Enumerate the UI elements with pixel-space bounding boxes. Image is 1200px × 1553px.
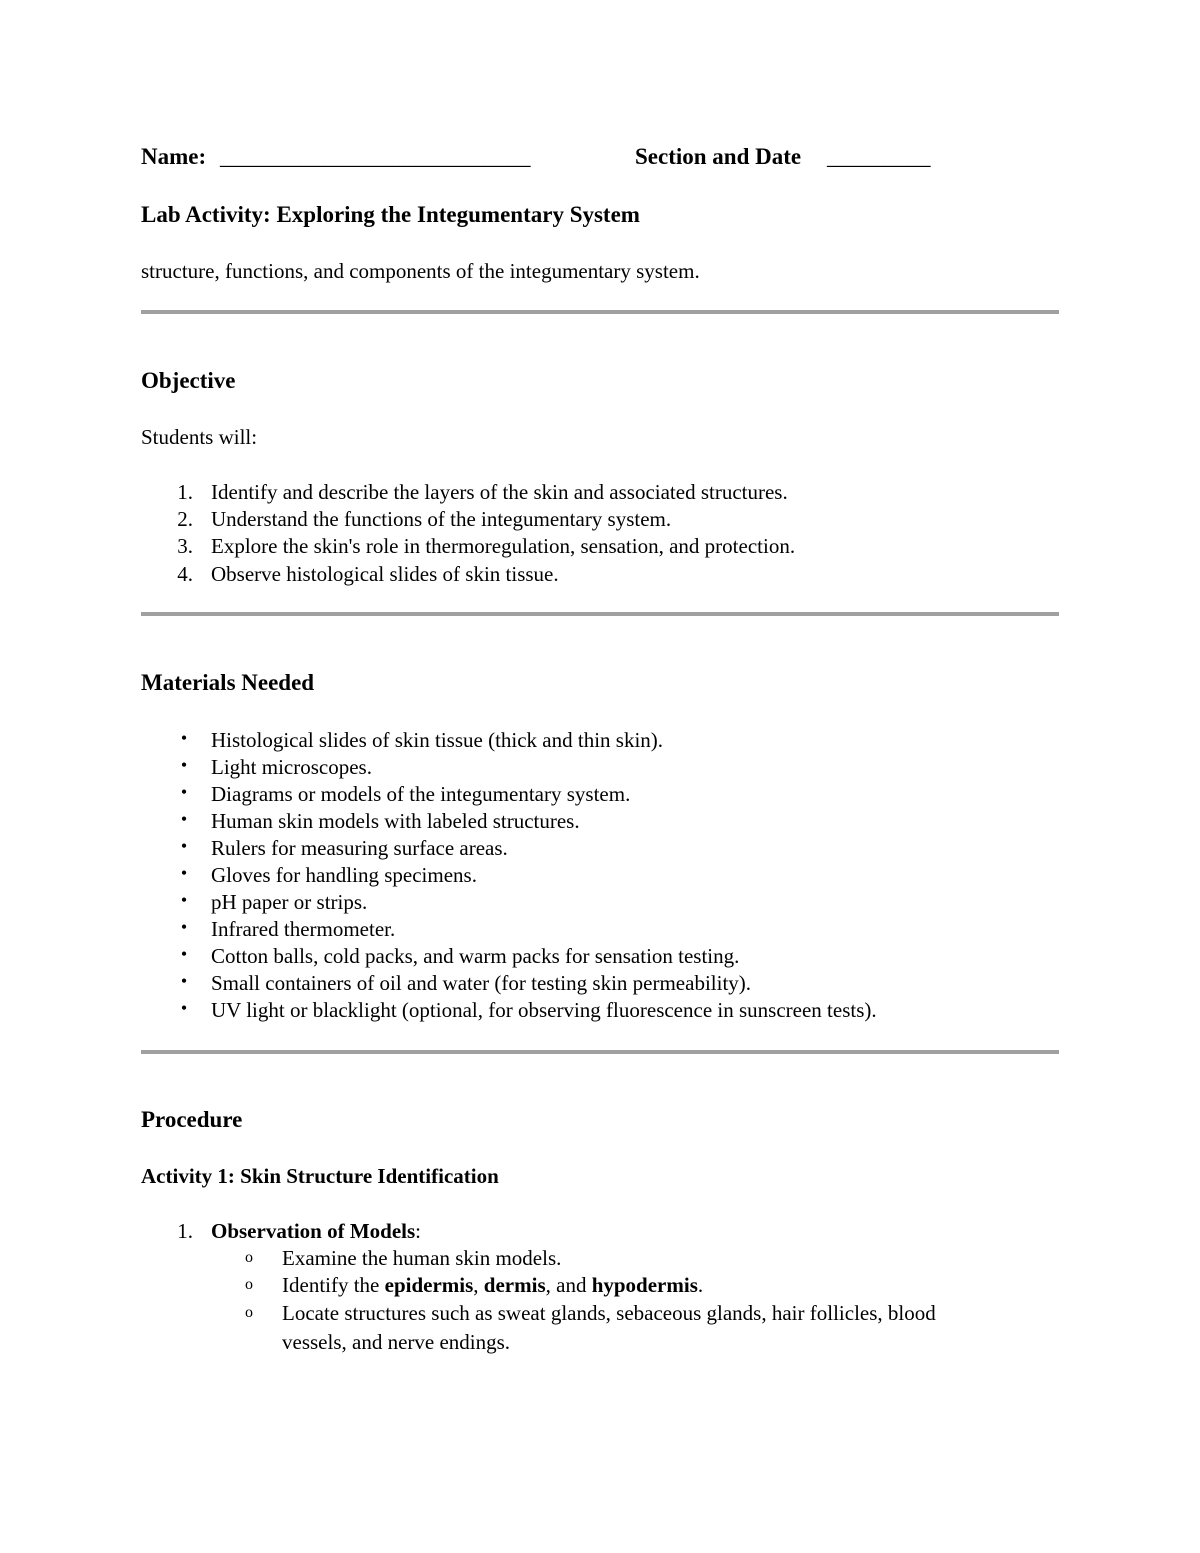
document-title: Lab Activity: Exploring the Integumentary System xyxy=(141,202,640,227)
list-item-text: Histological slides of skin tissue (thick and thin skin). xyxy=(211,728,664,752)
list-item-text: Infrared thermometer. xyxy=(211,917,396,941)
sub-item-text: Examine the human skin models. xyxy=(282,1246,562,1270)
list-number: 3. xyxy=(177,534,193,558)
step-number: 1. xyxy=(177,1219,193,1243)
list-item-text: pH paper or strips. xyxy=(211,890,368,914)
term-hypodermis: hypodermis xyxy=(591,1273,698,1297)
list-item-text: Light microscopes. xyxy=(211,755,372,779)
objective-heading: Objective xyxy=(141,368,236,393)
sub-item-text-continued: vessels, and nerve endings. xyxy=(282,1330,511,1354)
procedure-step xyxy=(141,1219,1059,1359)
list-item-text: UV light or blacklight (optional, for observing fluorescence in sunscreen tests). xyxy=(211,998,877,1022)
bullet-icon: • xyxy=(180,971,188,991)
section-divider xyxy=(141,612,1059,616)
circle-bullet-icon: o xyxy=(245,1276,253,1293)
bullet-icon: • xyxy=(180,890,188,910)
name-blank-line[interactable]: ___________________________ xyxy=(220,144,531,169)
procedure-heading: Procedure xyxy=(141,1107,243,1132)
list-item-text: Rulers for measuring surface areas. xyxy=(211,836,508,860)
list-item-text: Understand the functions of the integumentary system. xyxy=(211,507,672,531)
text-fragment: , xyxy=(473,1273,484,1297)
bullet-icon: • xyxy=(180,863,188,883)
text-fragment: Identify the xyxy=(282,1273,385,1297)
list-number: 1. xyxy=(177,480,193,504)
step-label: Observation of Models xyxy=(211,1219,416,1243)
bullet-icon: • xyxy=(180,836,188,856)
bullet-icon: • xyxy=(180,944,188,964)
list-item-text: Diagrams or models of the integumentary system. xyxy=(211,782,631,806)
list-item-text: Identify and describe the layers of the skin and associated structures. xyxy=(211,480,788,504)
section-divider xyxy=(141,310,1059,314)
materials-heading: Materials Needed xyxy=(141,670,315,695)
text-fragment: . xyxy=(697,1273,704,1297)
sub-item-text xyxy=(282,1273,703,1298)
term-epidermis: epidermis xyxy=(384,1273,474,1297)
step-label-line xyxy=(211,1219,421,1244)
objective-lead: Students will: xyxy=(141,425,258,449)
sub-item-text: Locate structures such as sweat glands, sebaceous glands, hair follicles, blood xyxy=(282,1301,936,1325)
section-date-label: Section and Date xyxy=(635,144,802,169)
section-date-blank-line[interactable]: _________ xyxy=(827,144,931,169)
list-number: 4. xyxy=(177,562,193,586)
list-item-text: Explore the skin's role in thermoregulation, sensation, and protection. xyxy=(211,534,796,558)
list-item-text: Human skin models with labeled structures. xyxy=(211,809,580,833)
bullet-icon: • xyxy=(180,917,188,937)
bullet-icon: • xyxy=(180,728,188,748)
bullet-icon: • xyxy=(180,998,188,1018)
term-dermis: dermis xyxy=(483,1273,546,1297)
intro-text: structure, functions, and components of the integumentary system. xyxy=(141,259,700,283)
list-number: 2. xyxy=(177,507,193,531)
objective-list xyxy=(141,480,1059,590)
list-item-text: Small containers of oil and water (for testing skin permeability). xyxy=(211,971,752,995)
section-divider xyxy=(141,1050,1059,1054)
bullet-icon: • xyxy=(180,782,188,802)
list-item-text: Cotton balls, cold packs, and warm packs for sensation testing. xyxy=(211,944,740,968)
bullet-icon: • xyxy=(180,755,188,775)
list-item-text: Observe histological slides of skin tissue. xyxy=(211,562,559,586)
name-label: Name: xyxy=(141,144,207,169)
circle-bullet-icon: o xyxy=(245,1304,253,1321)
list-item-text: Gloves for handling specimens. xyxy=(211,863,477,887)
activity-title: Activity 1: Skin Structure Identification xyxy=(141,1164,499,1188)
circle-bullet-icon: o xyxy=(245,1249,253,1266)
step-colon: : xyxy=(415,1219,421,1243)
text-fragment: , and xyxy=(545,1273,592,1297)
materials-list xyxy=(141,728,1059,1028)
bullet-icon: • xyxy=(180,809,188,829)
